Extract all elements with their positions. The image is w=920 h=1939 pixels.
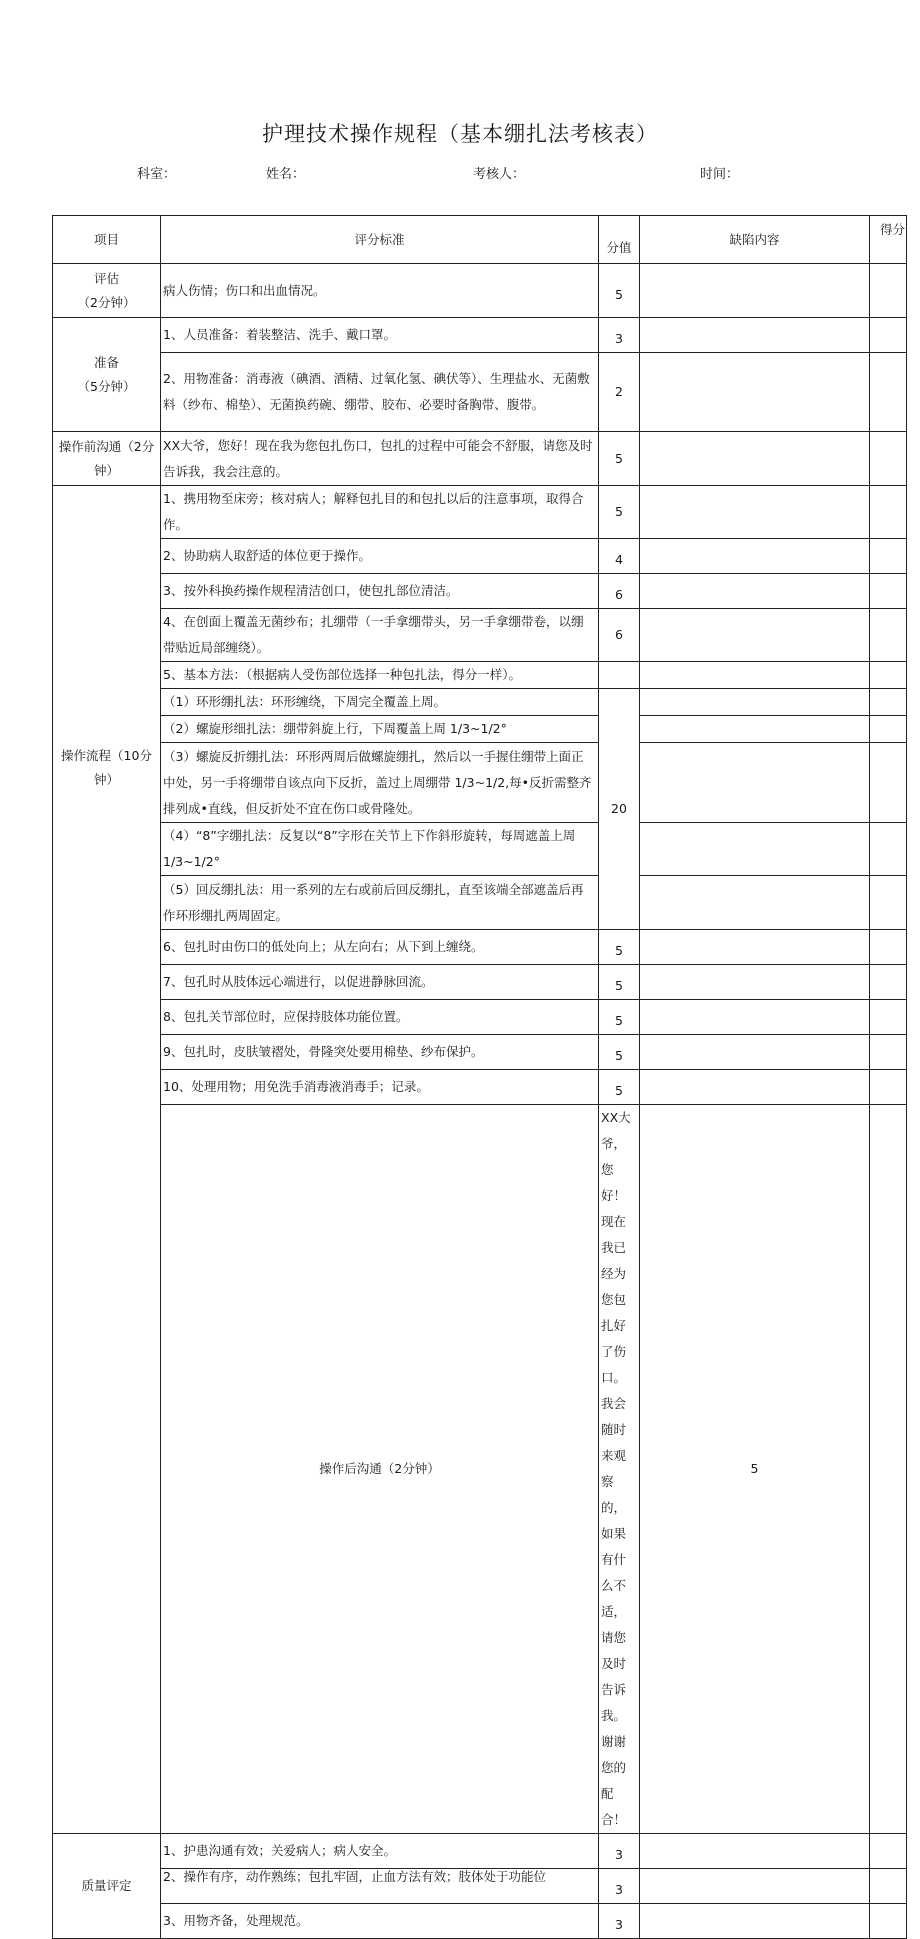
header-criteria: 评分标准: [161, 216, 599, 264]
defect-cell[interactable]: [640, 1000, 870, 1035]
table-header-row: [53, 216, 907, 264]
score-cell: 3: [599, 1904, 640, 1939]
item-prep-minutes: （5分钟）: [77, 378, 136, 394]
got-cell[interactable]: [870, 1869, 907, 1904]
table-row: [53, 574, 907, 609]
criteria-cell: （3）螺旋反折绷扎法：环形两周后做螺旋绷扎，然后以一手握住绷带上面正中处，另一手将绷带自该点向下反折，盖过上周绷带 1/3~1/2,每•反折需整齐排列成•直线，但反折处不宜在伤口或骨隆处。: [161, 743, 599, 823]
criteria-cell: 9、包扎时，皮肤皱褶处，骨隆突处要用棉垫、纱布保护。: [161, 1035, 599, 1070]
defect-cell[interactable]: [640, 609, 870, 662]
table-row: [53, 930, 907, 965]
got-cell[interactable]: [870, 1834, 907, 1869]
defect-cell[interactable]: [640, 1834, 870, 1869]
table-row: [53, 486, 907, 539]
header-defect: 缺陷内容: [640, 216, 870, 264]
assessment-table: [52, 215, 907, 1939]
defect-cell[interactable]: [640, 486, 870, 539]
criteria-cell: 3、用物齐备，处理规范。: [161, 1904, 599, 1939]
table-row: [53, 264, 907, 318]
page-title: 护理技术操作规程（基本绷扎法考核表）: [262, 122, 658, 146]
score-cell: 5: [599, 432, 640, 486]
header-item: 项目: [53, 216, 161, 264]
defect-cell[interactable]: [640, 965, 870, 1000]
got-cell[interactable]: [870, 1070, 907, 1105]
table-row: [53, 609, 907, 662]
defect-cell[interactable]: [640, 876, 870, 930]
item-pre-comm: 操作前沟通（2分钟）: [53, 432, 161, 486]
got-cell[interactable]: [870, 662, 907, 689]
defect-cell[interactable]: [640, 318, 870, 353]
table-row: [53, 1070, 907, 1105]
criteria-cell: 1、护患沟通有效；关爱病人；病人安全。: [161, 1834, 599, 1869]
table-row: [53, 1105, 907, 1834]
got-cell[interactable]: [870, 574, 907, 609]
table-row: [53, 823, 907, 876]
defect-cell[interactable]: [640, 539, 870, 574]
item-post-comm: 操作后沟通（2分钟）: [161, 1105, 599, 1834]
got-cell[interactable]: [870, 823, 907, 876]
criteria-cell: 8、包扎关节部位时，应保持肢体功能位置。: [161, 1000, 599, 1035]
criteria-cell: 10、处理用物；用免洗手消毒液消毒手；记录。: [161, 1070, 599, 1105]
criteria-cell: （4）“8”字绷扎法：反复以“8”字形在关节上下作斜形旋转，每周遮盖上周 1/3~1/2°: [161, 823, 599, 876]
score-cell: 2: [599, 353, 640, 432]
score-cell: 5: [599, 1035, 640, 1070]
got-cell[interactable]: [870, 1904, 907, 1939]
got-cell[interactable]: [870, 1035, 907, 1070]
got-cell[interactable]: [870, 486, 907, 539]
examiner-label: 考核人：: [473, 167, 526, 182]
score-cell: 6: [599, 609, 640, 662]
criteria-cell: 1、人员准备：着装整洁、洗手、戴口罩。: [161, 318, 599, 353]
table-row: [53, 743, 907, 823]
got-cell[interactable]: [870, 264, 907, 318]
score-cell: 5: [599, 930, 640, 965]
got-cell[interactable]: [870, 539, 907, 574]
score-cell: 4: [599, 539, 640, 574]
criteria-cell: 6、包扎时由伤口的低处向上；从左向右；从下到上缠绕。: [161, 930, 599, 965]
score-cell: 3: [599, 1834, 640, 1869]
time-label: 时间：: [700, 167, 740, 182]
score-cell: 5: [599, 965, 640, 1000]
defect-cell[interactable]: [640, 689, 870, 716]
criteria-cell: 2、协助病人取舒适的体位更于操作。: [161, 539, 599, 574]
criteria-cell: XX大爷，您好！现在我已经为您包扎好了伤口。我会随时来观察的，如果有什么不适，请您及时告诉我。谢谢您的配合！: [599, 1105, 640, 1834]
table-row: [53, 716, 907, 743]
table-row: [53, 539, 907, 574]
defect-cell[interactable]: [640, 1070, 870, 1105]
got-cell[interactable]: [870, 609, 907, 662]
table-row: [53, 318, 907, 353]
defect-cell[interactable]: [640, 930, 870, 965]
defect-cell[interactable]: [640, 716, 870, 743]
name-label: 姓名：: [266, 167, 306, 182]
defect-cell[interactable]: [640, 353, 870, 432]
score-cell: [599, 662, 640, 689]
criteria-cell: （2）螺旋形细扎法：绷带斜旋上行，下周覆盖上周 1/3~1/2°: [161, 716, 599, 743]
item-assess-minutes: （2分钟）: [77, 294, 136, 310]
criteria-cell: （5）回反绷扎法：用一系列的左右或前后回反绷扎，直至该端全部遮盖后再作环形绷扎两周固定。: [161, 876, 599, 930]
criteria-cell: 7、包孔时从肢体远心端进行，以促进静脉回流。: [161, 965, 599, 1000]
score-cell: 5: [640, 1105, 870, 1834]
table-row: [53, 662, 907, 689]
score-cell: 5: [599, 486, 640, 539]
criteria-cell: XX大爷，您好！现在我为您包扎伤口，包扎的过程中可能会不舒服，请您及时告诉我，我会注意的。: [161, 432, 599, 486]
table-row: [53, 1904, 907, 1939]
table-row: [53, 1035, 907, 1070]
got-cell[interactable]: [870, 965, 907, 1000]
score-cell: 5: [599, 264, 640, 318]
defect-cell[interactable]: [640, 823, 870, 876]
table-row: [53, 965, 907, 1000]
criteria-cell: （1）环形绷扎法：环形缠绕，下周完全覆盖上周。: [161, 689, 599, 716]
item-assess: [53, 264, 161, 318]
criteria-cell: 2、用物准备：消毒液（碘酒、酒精、过氧化氢、碘伏等）、生理盐水、无菌敷料（纱布、棉垫）、无菌换药碗、绷带、胶布、必要时备胸带、腹带。: [161, 353, 599, 432]
dept-label: 科室：: [137, 167, 177, 182]
item-prep-label: 准备: [93, 354, 119, 370]
criteria-cell: 4、在创面上覆盖无菌纱布；扎绷带（一手拿绷带头，另一手拿绷带卷，以绷带贴近局部缠绕）。: [161, 609, 599, 662]
defect-cell[interactable]: [870, 1105, 907, 1834]
got-cell[interactable]: [870, 716, 907, 743]
got-cell[interactable]: [870, 353, 907, 432]
defect-cell[interactable]: [640, 264, 870, 318]
item-prep: [53, 318, 161, 432]
got-cell[interactable]: [870, 432, 907, 486]
got-cell[interactable]: [870, 1000, 907, 1035]
criteria-cell: 2、操作有序，动作熟练；包扎牢固，止血方法有效；肢体处于功能位: [161, 1869, 599, 1904]
table-row: [53, 432, 907, 486]
item-quality: 质量评定: [53, 1834, 161, 1939]
table-row: [53, 689, 907, 716]
criteria-cell: 5、基本方法：（根据病人受伤部位选择一种包扎法，得分一样）。: [161, 662, 599, 689]
table-row: [53, 1834, 907, 1869]
criteria-cell: 3、按外科换药操作规程清洁创口，使包扎部位清洁。: [161, 574, 599, 609]
score-cell: 6: [599, 574, 640, 609]
table-row: [53, 1869, 907, 1904]
score-cell: 3: [599, 318, 640, 353]
defect-cell[interactable]: [640, 743, 870, 823]
criteria-cell: 1、携用物至床旁；核对病人；解释包扎目的和包扎以后的注意事项，取得合作。: [161, 486, 599, 539]
criteria-cell: 病人伤情；伤口和出血情况。: [161, 264, 599, 318]
item-flow: 操作流程（10分钟）: [53, 486, 161, 1834]
defect-cell[interactable]: [640, 1869, 870, 1904]
table-row: [53, 876, 907, 930]
score-cell: 5: [599, 1000, 640, 1035]
got-cell[interactable]: [870, 743, 907, 823]
got-cell[interactable]: [870, 876, 907, 930]
defect-cell[interactable]: [640, 662, 870, 689]
defect-cell[interactable]: [640, 574, 870, 609]
got-cell[interactable]: [870, 689, 907, 716]
got-cell[interactable]: [870, 318, 907, 353]
defect-cell[interactable]: [640, 1904, 870, 1939]
defect-cell[interactable]: [640, 1035, 870, 1070]
score-cell: 5: [599, 1070, 640, 1105]
table-row: [53, 353, 907, 432]
score-cell: 20: [599, 689, 640, 930]
got-cell[interactable]: [870, 930, 907, 965]
table-row: [53, 1000, 907, 1035]
defect-cell[interactable]: [640, 432, 870, 486]
item-assess-label: 评估: [93, 270, 119, 286]
score-cell: 3: [599, 1869, 640, 1904]
header-got: 得分: [870, 216, 907, 264]
header-score: 分值: [599, 216, 640, 264]
